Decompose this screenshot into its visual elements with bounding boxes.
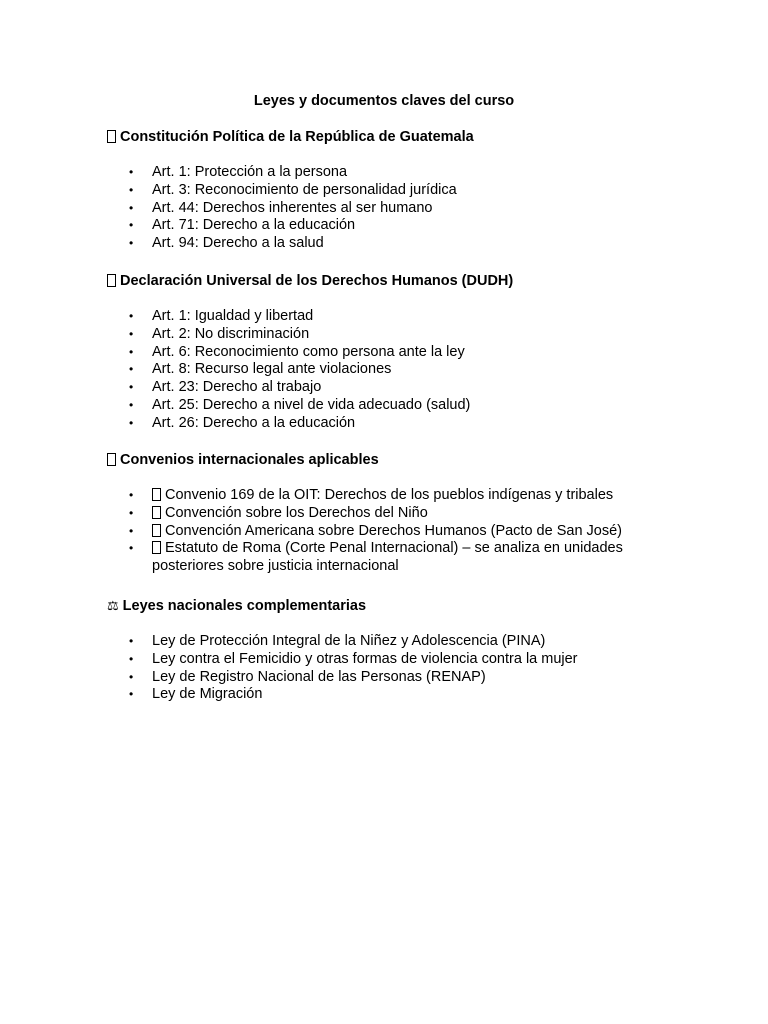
law-list	[107, 633, 667, 704]
list-item-text: Art. 1: Protección a la persona	[152, 164, 348, 180]
section-leyes-nacionales	[107, 597, 667, 704]
list-item	[107, 651, 667, 669]
section-heading	[107, 597, 667, 615]
list-item	[107, 217, 667, 235]
list-item-text: Art. 8: Recurso legal ante violaciones	[152, 361, 392, 378]
bullet-icon: •	[129, 634, 134, 648]
list-item-text: Art. 1: Igualdad y libertad	[152, 308, 314, 324]
section-dudh	[107, 272, 667, 433]
list-item-text: Art. 26: Derecho a la educación	[152, 414, 356, 431]
bullet-icon: •	[129, 687, 134, 702]
section-constitucion	[107, 128, 667, 253]
list-item	[107, 523, 667, 541]
article-list	[107, 308, 667, 433]
section-heading	[107, 272, 667, 290]
list-item-text: Ley contra el Femicidio y otras formas de violencia contra la mujer	[152, 650, 578, 667]
list-item	[107, 686, 667, 704]
bullet-icon: •	[129, 326, 134, 341]
section-heading-text: Constitución Política de la República de Guatemala	[120, 129, 474, 145]
list-item-text: Ley de Migración	[152, 686, 263, 703]
list-item-text: Estatuto de Roma (Corte Penal Internacional) – se analiza en unidades posteriores sobre justicia internacional	[152, 540, 623, 575]
list-item	[107, 540, 652, 576]
bullet-icon: •	[129, 218, 134, 233]
bullet-icon: •	[129, 488, 134, 502]
missing-glyph-box-icon	[152, 524, 161, 537]
missing-glyph-box-icon	[152, 506, 161, 519]
bullet-icon: •	[129, 165, 134, 179]
list-item	[107, 397, 667, 415]
list-item	[107, 415, 667, 433]
list-item-text: Convención sobre los Derechos del Niño	[165, 504, 428, 521]
section-heading-text: Leyes nacionales complementarias	[122, 598, 367, 614]
missing-glyph-box-icon	[152, 488, 161, 501]
list-item	[107, 379, 667, 397]
missing-glyph-box-icon	[152, 541, 161, 554]
bullet-icon: •	[129, 651, 134, 666]
list-item-text: Art. 3: Reconocimiento de personalidad jurídica	[152, 181, 457, 198]
list-item-text: Art. 71: Derecho a la educación	[152, 217, 356, 234]
bullet-icon: •	[129, 309, 134, 323]
list-item	[107, 361, 667, 379]
bullet-icon: •	[129, 380, 134, 395]
bullet-icon: •	[129, 541, 134, 556]
list-item-text: Ley de Protección Integral de la Niñez y Adolescencia (PINA)	[152, 633, 546, 649]
missing-glyph-box-icon	[107, 274, 116, 287]
section-heading	[107, 128, 667, 146]
section-heading	[107, 451, 667, 469]
bullet-icon: •	[129, 523, 134, 538]
section-heading-text: Declaración Universal de los Derechos Humanos (DUDH)	[120, 273, 514, 289]
document-title: Leyes y documentos claves del curso	[253, 93, 515, 109]
list-item	[107, 182, 667, 200]
list-item-text: Art. 6: Reconocimiento como persona ante la ley	[152, 343, 465, 360]
list-item	[107, 633, 667, 651]
list-item-text: Art. 94: Derecho a la salud	[152, 235, 324, 252]
bullet-icon: •	[129, 362, 134, 377]
bullet-icon: •	[129, 415, 134, 430]
bullet-icon: •	[129, 397, 134, 412]
list-item-text: Art. 44: Derechos inherentes al ser humano	[152, 199, 433, 216]
list-item	[107, 308, 667, 326]
article-list	[107, 164, 667, 253]
missing-glyph-box-icon	[107, 130, 116, 143]
list-item	[107, 326, 667, 344]
list-item-text: Art. 2: No discriminación	[152, 325, 310, 342]
scales-icon: ⚖	[107, 598, 119, 613]
list-item-text: Art. 23: Derecho al trabajo	[152, 379, 322, 396]
list-item	[107, 235, 667, 253]
list-item	[107, 669, 667, 687]
list-item-text: Art. 25: Derecho a nivel de vida adecuado (salud)	[152, 396, 471, 413]
list-item-text: Convenio 169 de la OIT: Derechos de los pueblos indígenas y tribales	[165, 487, 614, 503]
bullet-icon: •	[129, 669, 134, 684]
list-item-text: Convención Americana sobre Derechos Humanos (Pacto de San José)	[165, 522, 622, 539]
bullet-icon: •	[129, 344, 134, 359]
list-item-text: Ley de Registro Nacional de las Personas (RENAP)	[152, 668, 486, 685]
list-item	[107, 505, 667, 523]
missing-glyph-box-icon	[107, 453, 116, 466]
bullet-icon: •	[129, 505, 134, 520]
list-item	[107, 200, 667, 218]
bullet-icon: •	[129, 200, 134, 215]
section-heading-text: Convenios internacionales aplicables	[120, 452, 379, 468]
bullet-icon: •	[129, 236, 134, 251]
list-item	[107, 164, 667, 182]
bullet-icon: •	[129, 182, 134, 197]
list-item	[107, 487, 667, 505]
convention-list	[107, 487, 667, 576]
list-item	[107, 344, 667, 362]
section-convenios	[107, 451, 667, 576]
